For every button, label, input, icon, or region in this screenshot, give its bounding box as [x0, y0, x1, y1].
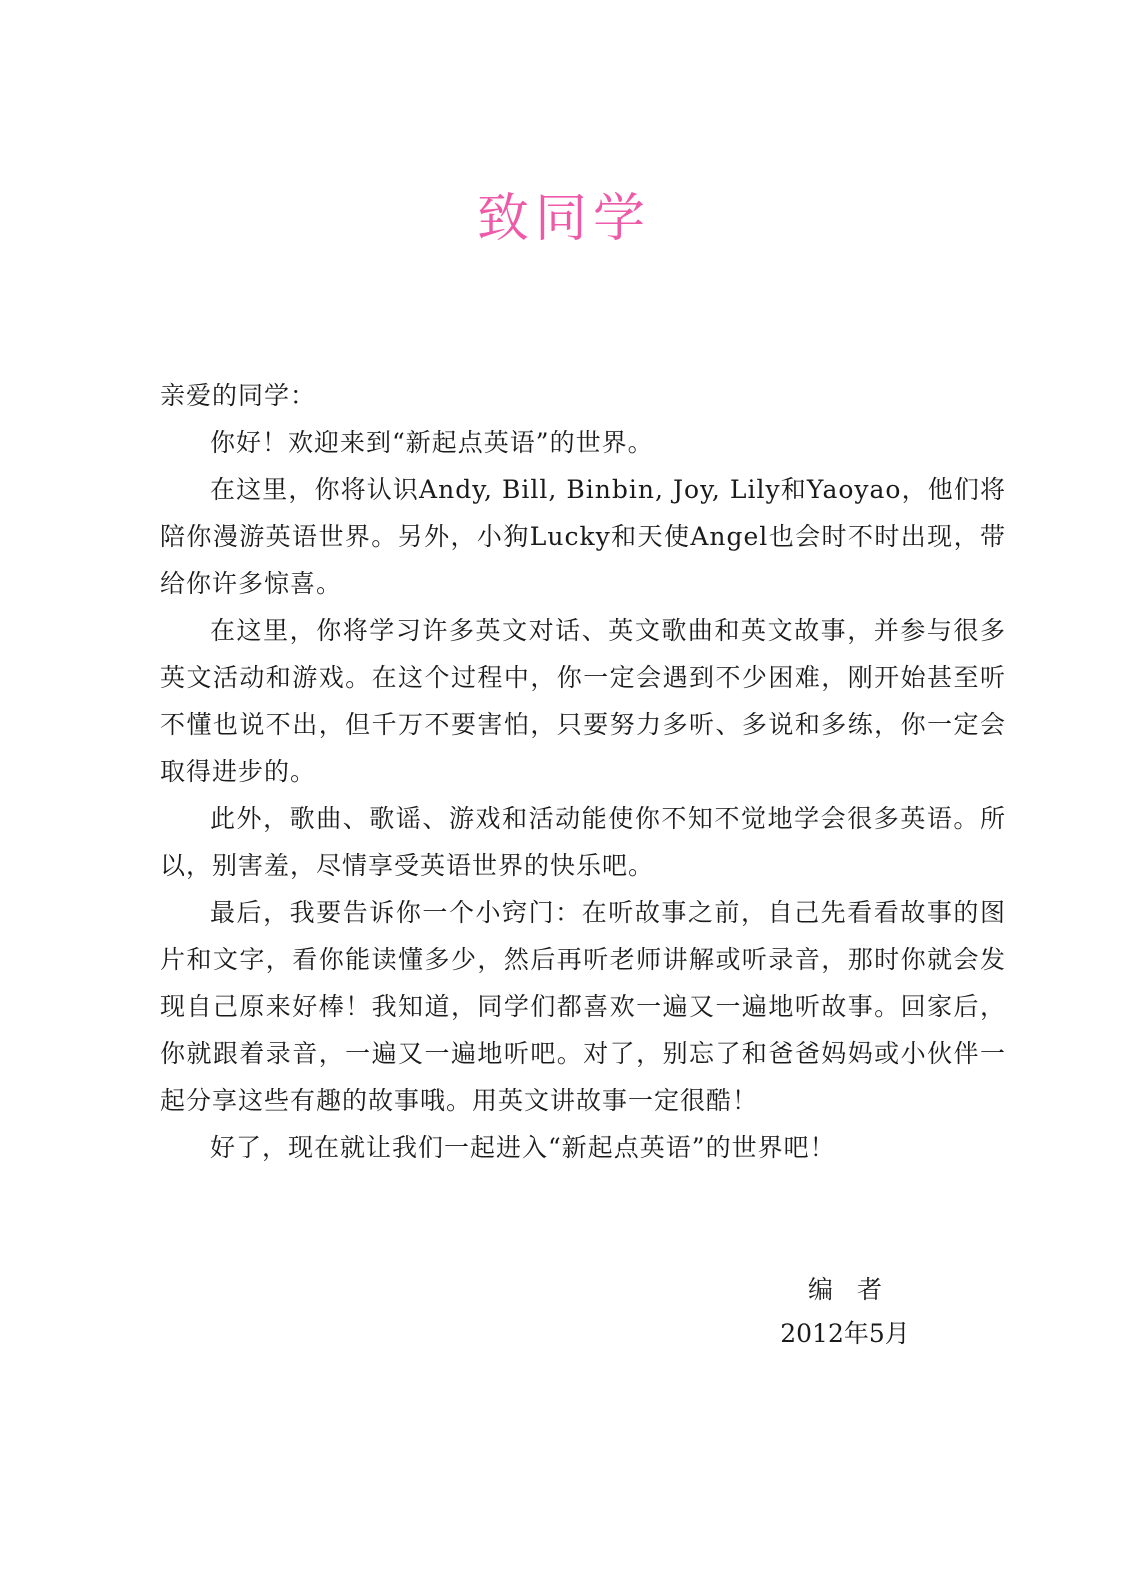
paragraph-learning: 在这里，你将学习许多英文对话、英文歌曲和英文故事，并参与很多英文活动和游戏。在这个过程中，你一定会遇到不少困难，刚开始甚至听不懂也说不出，但千万不要害怕，只要努力多听、多说和多练，你一定会取得进步的。 [160, 616, 1006, 786]
salutation: 亲爱的同学： [160, 381, 317, 410]
paragraph-songs: 此外，歌曲、歌谣、游戏和活动能使你不知不觉地学会很多英语。所以，别害羞，尽情享受英语世界的快乐吧。 [160, 804, 1006, 880]
paragraph-tips: 最后，我要告诉你一个小窍门：在听故事之前，自己先看看故事的图片和文字，看你能读懂多少，然后再听老师讲解或听录音，那时你就会发现自己原来好棒！我知道，同学们都喜欢一遍又一遍地听故事。回家后，你就跟着录音，一遍又一遍地听吧。对了，别忘了和爸爸妈妈或小伙伴一起分享这些有趣的故事哦。用英文讲故事一定很酷！ [160, 898, 1006, 1115]
signature-block [770, 1268, 920, 1356]
page-title: 致同学 [476, 188, 651, 249]
signature-author: 编者 [807, 1275, 906, 1304]
signature-date: 2012年5月 [780, 1319, 910, 1348]
paragraph-characters: 在这里，你将认识Andy, Bill, Binbin, Joy, Lily和Yaoyao，他们将陪你漫游英语世界。另外，小狗Lucky和天使Angel也会时不时出现，带给你许多惊喜。 [160, 475, 1006, 598]
paragraph-greeting: 你好！欢迎来到“新起点英语”的世界。 [210, 428, 654, 457]
paragraph-closing: 好了，现在就让我们一起进入“新起点英语”的世界吧！ [210, 1133, 836, 1162]
letter-body [160, 372, 1006, 1171]
